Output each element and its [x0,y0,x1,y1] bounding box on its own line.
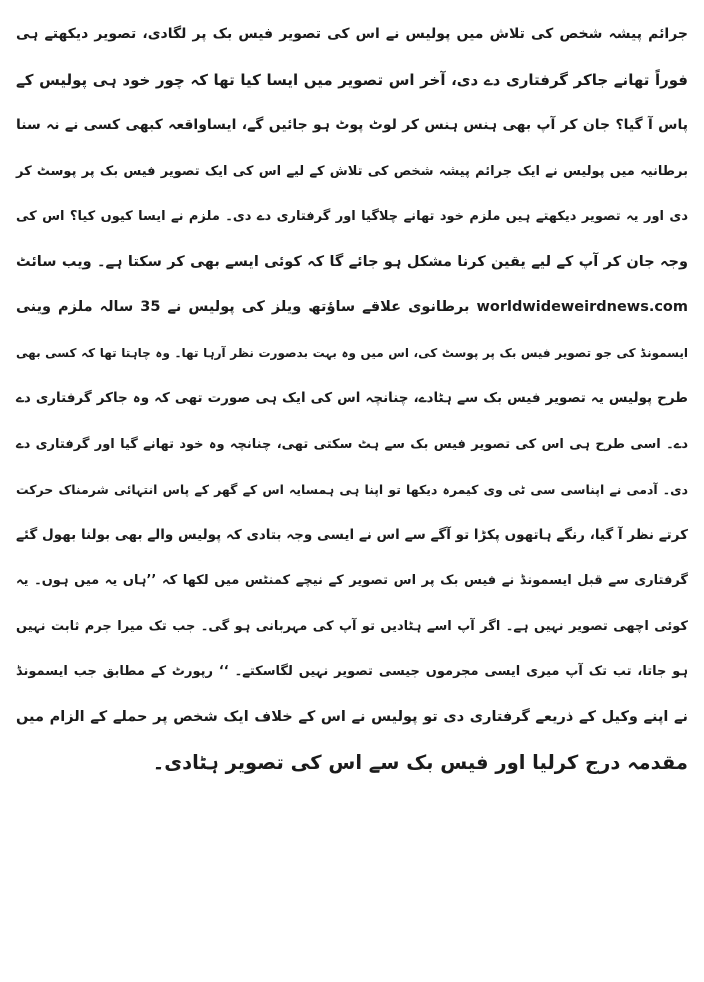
article-line: پاس آ گیا؟ جان کر آپ بھی ہنس ہنس کر لوٹ پوٹ ہو جائیں گے، ایساواقعہ کبھی کسی نے نہ سنا [16,117,688,133]
article-line: مقدمہ درج کرلیا اور فیس بک سے اس کی تصویر ہٹادی۔ [152,751,688,774]
article-line: جرائم پیشہ شخص کی تلاش میں پولیس نے اس کی تصویر فیس بک پر لگادی، تصویر دیکھتے ہی [16,26,688,42]
article-line: نے اپنے وکیل کے ذریعے گرفتاری دی تو پولیس نے اس کے خلاف ایک شخص پر حملے کے الزام میں [16,708,688,725]
article-line: گرفتاری سے قبل ایسمونڈ نے فیس بک پر اس تصویر کے نیچے کمنٹس میں لکھا کہ ’’ہاں یہ میں ہوں۔ یہ [16,573,688,588]
article-line: کوئی اچھی تصویر نہیں ہے۔ اگر آپ اسے ہٹادیں تو آپ کی مہربانی ہو گی۔ جب تک میرا جرم ثابت نہیں [16,618,688,634]
article-line: دے۔ اسی طرح ہی اس کی تصویر فیس بک سے ہٹ سکتی تھی، چنانچہ وہ خود تھانے گیا اور گرفتاری دے [16,436,688,452]
article-line: دی۔ آدمی نے اپناسی سی ٹی وی کیمرہ دیکھا تو اپنا ہی ہمسایہ اس کے گھر کے پاس انتہائی شرمناک حرکت [16,482,688,497]
article-body [12,12,692,786]
article-line: ہو جاتا، تب تک آپ میری ایسی مجرموں جیسی تصویر نہیں لگاسکتے۔ ‘‘ رپورٹ کے مطابق جب ایسمونڈ [16,664,688,679]
article-line: وجہ جان کر آپ کے لیے یقین کرنا مشکل ہو جائے گا کہ کوئی ایسے بھی کر سکتا ہے۔ ویب سائٹ [16,253,688,270]
article-line: برطانیہ میں پولیس نے ایک جرائم پیشہ شخص کی تلاش کے لیے اس کی ایک تصویر فیس بک پر پوسٹ کر [16,163,688,179]
article-line: دی اور یہ تصویر دیکھتے ہیں ملزم خود تھانے چلاگیا اور گرفتاری دے دی۔ ملزم نے ایسا کیوں کیا؟ اس کی [16,209,688,224]
article-line: طرح پولیس یہ تصویر فیس بک سے ہٹادے، چنانچہ اس کی ایک ہی صورت تھی کہ وہ جاکر گرفتاری دے [16,390,688,406]
article-line: فوراً تھانے جاکر گرفتاری دے دی، آخر اس تصویر میں ایسا کیا تھا کہ چور خود ہی پولیس کے [16,70,688,89]
article-line-with-url: worldwideweirdnews.com برطانوی علاقے ساؤتھ ویلز کی پولیس نے 35 سالہ ملزم وینی [16,299,688,315]
article-line: کرتے نظر آ گیا، رنگے ہاتھوں پکڑا تو آگے سے اس نے ایسی وجہ بتادی کہ پولیس والے بھی بولنا بھول گئے [16,526,688,543]
article-line: ایسمونڈ کی جو تصویر فیس بک پر پوسٹ کی، اس میں وہ بہت بدصورت نظر آرہا تھا۔ وہ چاہتا تھا کہ کسی بھی [16,345,688,360]
